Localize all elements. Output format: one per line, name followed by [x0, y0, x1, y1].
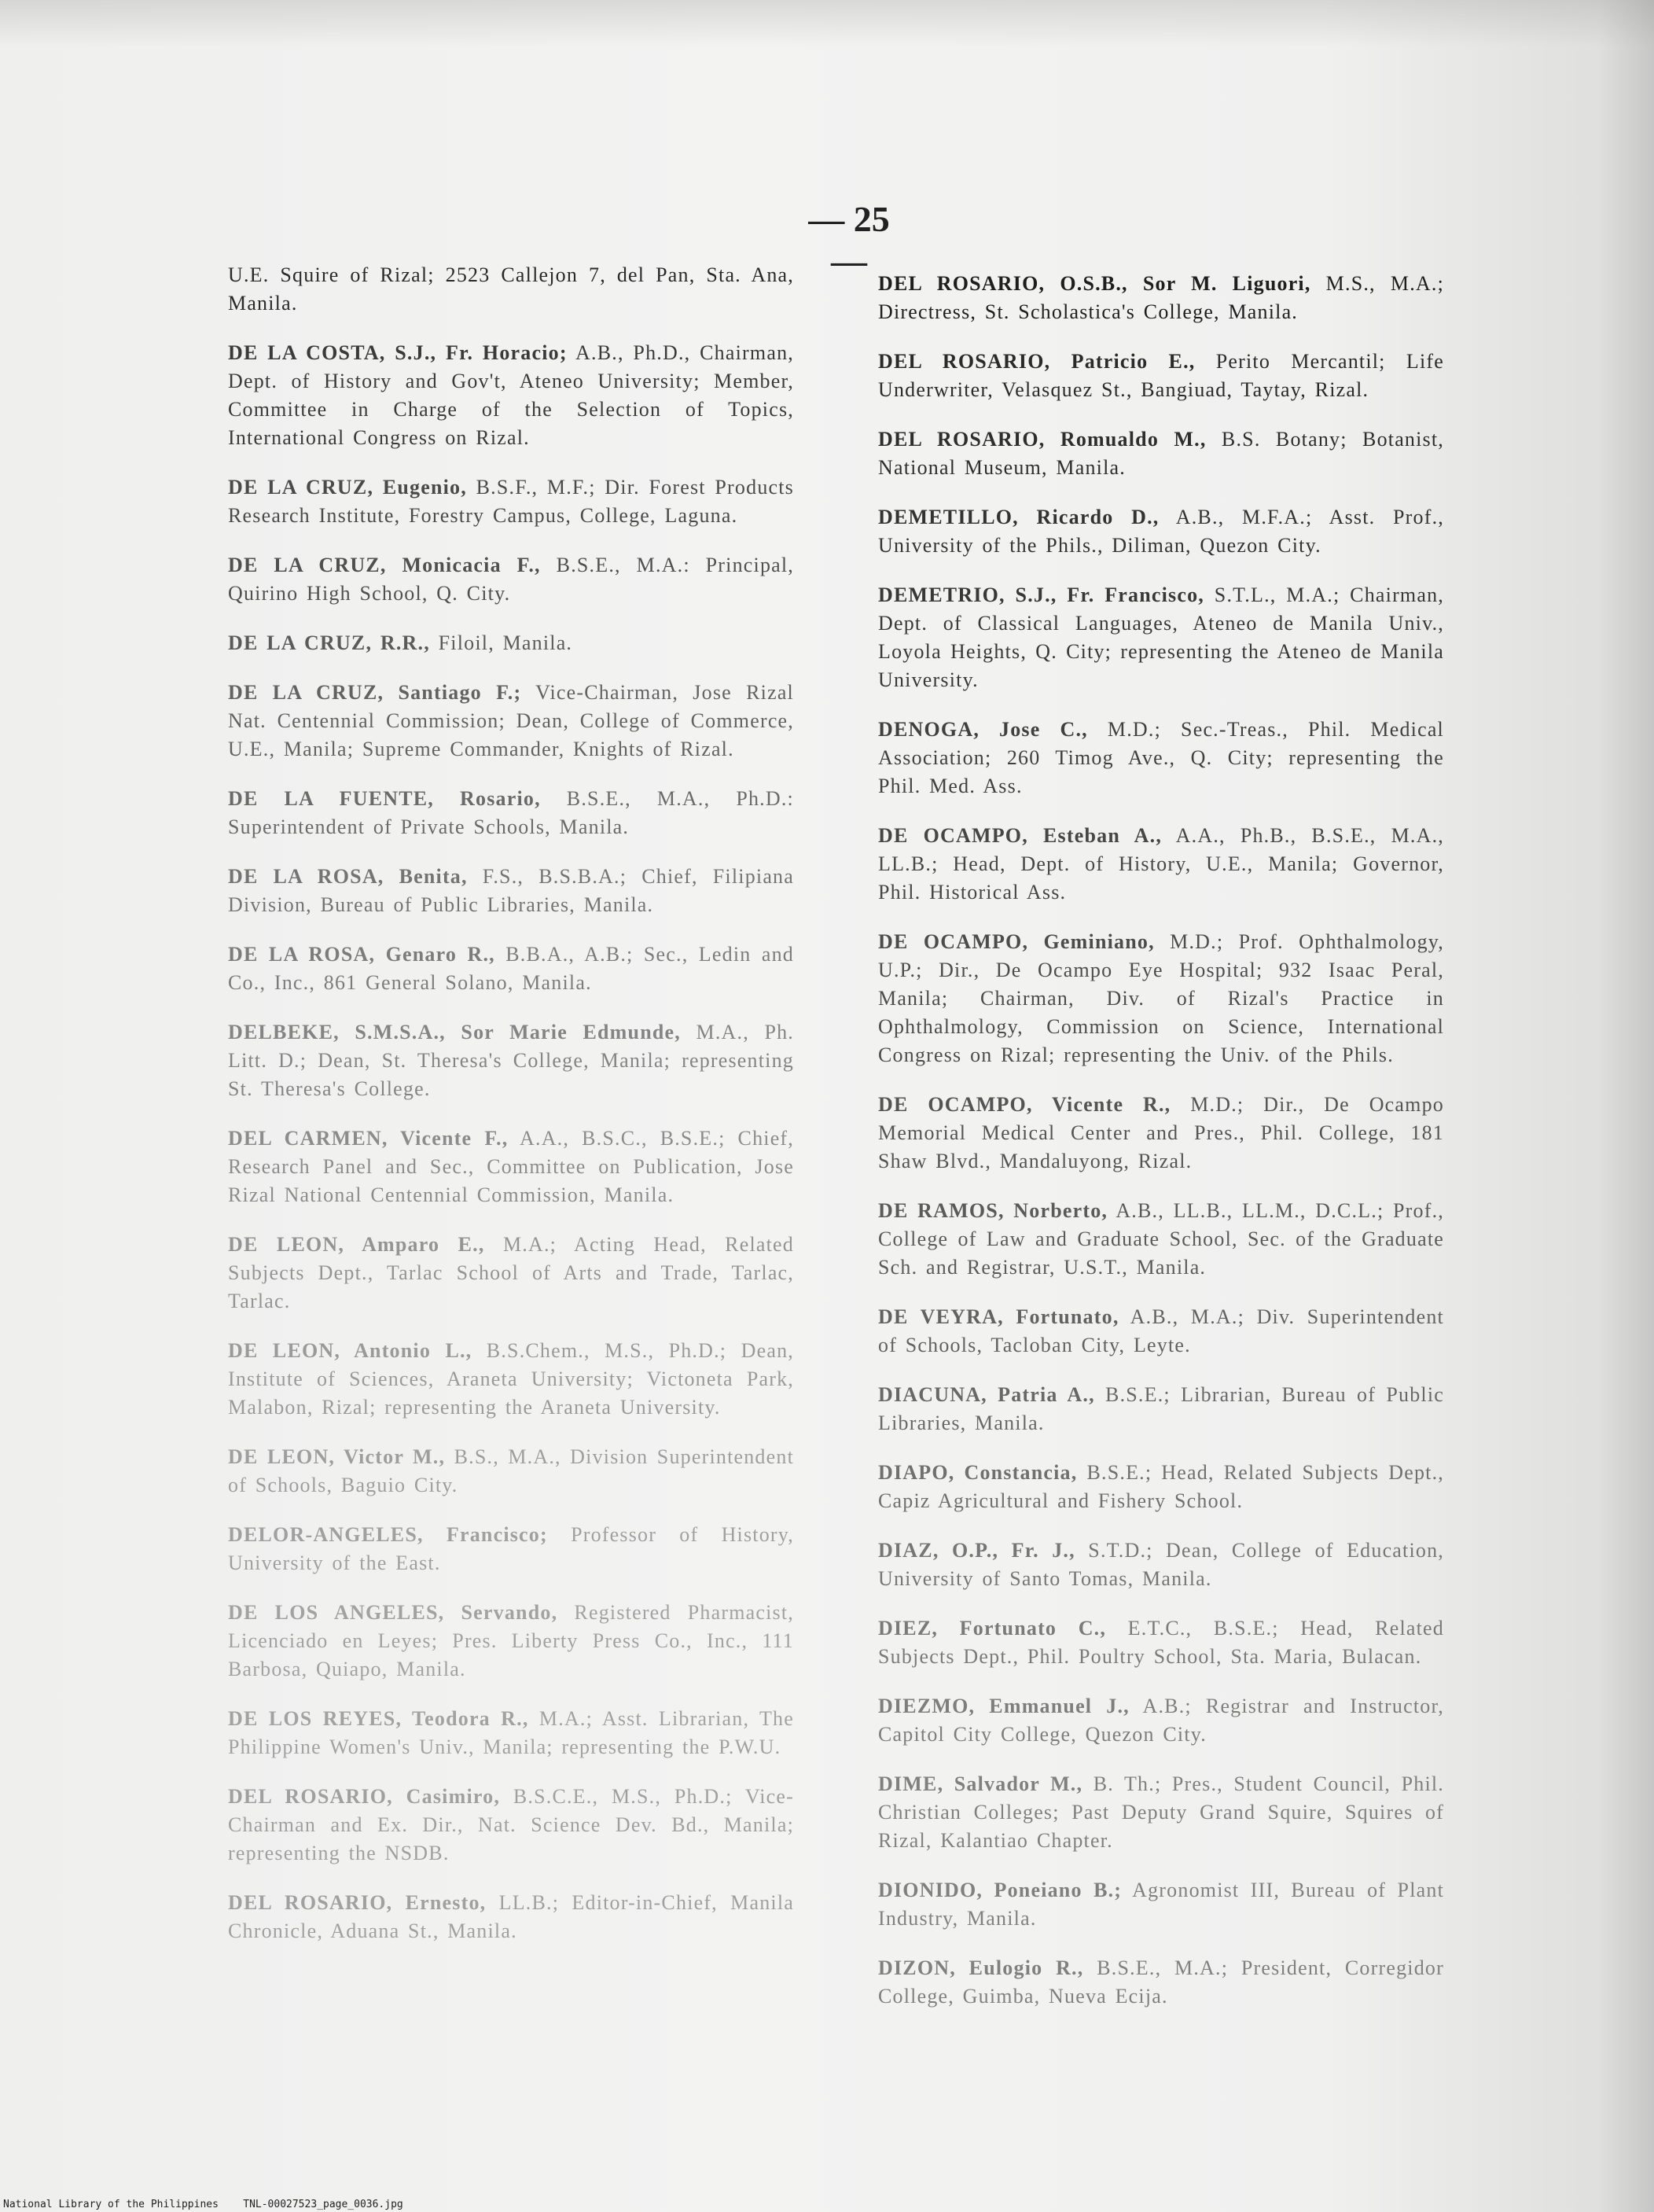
entry-name: DE LOS REYES, Teodora R.,: [228, 1707, 529, 1730]
entry-details: M.D.; Sec.-Treas., Phil. Medical Association; 260 Timog Ave., Q. City; representing the Phil. Med. Ass.: [878, 718, 1444, 797]
entry-name: DEMETILLO, Ricardo D.,: [878, 506, 1160, 528]
entry-details: B.S.Chem., M.S., Ph.D.; Dean, Institute of Sciences, Araneta University; Victoneta Park, Malabon, Rizal; representing the Araneta University.: [228, 1339, 794, 1419]
entry-details: M.A., Ph. Litt. D.; Dean, St. Theresa's College, Manila; representing St. Theresa's College.: [228, 1021, 795, 1100]
directory-entry: [228, 679, 794, 764]
directory-entry: [878, 1197, 1444, 1282]
entry-name: DEL ROSARIO, O.S.B., Sor M. Liguori,: [878, 272, 1311, 295]
entry-details: B.B.A., A.B.; Sec., Ledin and Co., Inc., 861 General Solano, Manila.: [228, 943, 795, 994]
directory-entry: [228, 785, 794, 841]
entry-name: DE LA ROSA, Genaro R.,: [228, 943, 495, 966]
directory-entry: [228, 1124, 794, 1209]
directory-entry: [878, 1459, 1444, 1515]
directory-entry: [878, 581, 1444, 694]
directory-entry: [228, 551, 794, 608]
directory-entry: [878, 716, 1444, 801]
entry-name: DE OCAMPO, Geminiano,: [878, 930, 1155, 953]
entry-name: DELBEKE, S.M.S.A., Sor Marie Edmunde,: [228, 1021, 681, 1043]
entry-details: B.S.C.E., M.S., Ph.D.; Vice-Chairman and Ex. Dir., Nat. Science Dev. Bd., Manila; representing the NSDB.: [228, 1785, 794, 1864]
entry-details: S.T.L., M.A.; Chairman, Dept. of Classical Languages, Ateneo de Manila Univ., Loyola Heights, Q. City; representing the Ateneo de Manila University.: [878, 583, 1444, 691]
entry-details: M.D.; Dir., De Ocampo Memorial Medical Center and Pres., Phil. College, 181 Shaw Blvd., Mandaluyong, Rizal.: [878, 1093, 1444, 1172]
left-column: [228, 261, 794, 1967]
directory-entry: [228, 261, 794, 318]
entry-details: A.B., M.A.; Div. Superintendent of Schools, Tacloban City, Leyte.: [878, 1305, 1444, 1356]
entry-details: B.S.E.; Head, Related Subjects Dept., Capiz Agricultural and Fishery School.: [878, 1461, 1444, 1512]
entry-details: B. Th.; Pres., Student Council, Phil. Christian Colleges; Past Deputy Grand Squire, Squires of Rizal, Kalantiao Chapter.: [878, 1772, 1444, 1852]
entry-name: DE LA CRUZ, Monicacia F.,: [228, 554, 541, 576]
entry-name: DIAZ, O.P., Fr. J.,: [878, 1539, 1075, 1562]
directory-entry: [878, 822, 1444, 907]
entry-name: DEL ROSARIO, Romualdo M.,: [878, 428, 1207, 451]
directory-entry: [228, 1231, 794, 1316]
entry-name: DE LA ROSA, Benita,: [228, 865, 468, 888]
entry-name: DE LEON, Amparo E.,: [228, 1233, 485, 1256]
directory-entry: [878, 348, 1444, 404]
entry-details: M.S., M.A.; Directress, St. Scholastica's College, Manila.: [878, 272, 1444, 323]
entry-details: U.E. Squire of Rizal; 2523 Callejon 7, del Pan, Sta. Ana, Manila.: [228, 263, 794, 315]
entry-name: DEL ROSARIO, Patricio E.,: [878, 350, 1196, 373]
entry-name: DENOGA, Jose C.,: [878, 718, 1088, 741]
entry-details: B.S.E., M.A., Ph.D.: Superintendent of Private Schools, Manila.: [228, 787, 794, 838]
archive-footer: National Library of the Philippines TNL-00027523_page_0036.jpg: [3, 2199, 403, 2210]
directory-entry: [878, 1614, 1444, 1671]
directory-entry: [228, 1599, 794, 1684]
entry-details: B.S. Botany; Botanist, National Museum, Manila.: [878, 428, 1444, 479]
directory-entry: [878, 1537, 1444, 1593]
directory-entry: [228, 473, 794, 530]
directory-entry: [228, 1889, 794, 1945]
entry-details: B.S., M.A., Division Superintendent of Schools, Baguio City.: [228, 1445, 794, 1496]
entry-name: DE LEON, Antonio L.,: [228, 1339, 472, 1362]
entry-details: Professor of History, University of the East.: [228, 1523, 794, 1574]
directory-entry: [878, 1692, 1444, 1749]
entry-name: DE LA FUENTE, Rosario,: [228, 787, 541, 810]
directory-entry: [228, 1521, 794, 1577]
directory-entry: [228, 1783, 794, 1868]
entry-details: F.S., B.S.B.A.; Chief, Filipiana Division, Bureau of Public Libraries, Manila.: [228, 865, 795, 916]
directory-entry: [228, 1705, 794, 1761]
entry-details: A.B., M.F.A.; Asst. Prof., University of the Phils., Diliman, Quezon City.: [878, 506, 1444, 557]
entry-details: A.A., B.S.C., B.S.E.; Chief, Research Panel and Sec., Committee on Publication, Jose Rizal National Centennial Commission, Manila.: [228, 1127, 794, 1206]
directory-entry: [228, 1018, 794, 1103]
entry-details: Filoil, Manila.: [429, 631, 573, 654]
entry-name: DE VEYRA, Fortunato,: [878, 1305, 1119, 1328]
page-number: — 25 —: [808, 199, 890, 281]
entry-name: DELOR-ANGELES, Francisco;: [228, 1523, 548, 1546]
entry-name: DIACUNA, Patria A.,: [878, 1383, 1095, 1406]
entry-name: DEL CARMEN, Vicente F.,: [228, 1127, 509, 1150]
directory-entry: [228, 940, 794, 997]
entry-details: M.A.; Acting Head, Related Subjects Dept., Tarlac School of Arts and Trade, Tarlac, Tarlac.: [228, 1233, 794, 1312]
entry-details: Perito Mercantil; Life Underwriter, Velasquez St., Bangiuad, Taytay, Rizal.: [878, 350, 1444, 401]
right-column: [878, 270, 1444, 2032]
entry-name: DIAPO, Constancia,: [878, 1461, 1078, 1484]
entry-name: DIEZMO, Emmanuel J.,: [878, 1695, 1130, 1717]
directory-entry: [878, 425, 1444, 482]
right-edge-shadow: [1599, 0, 1654, 2212]
entry-details: Agronomist III, Bureau of Plant Industry, Manila.: [878, 1879, 1444, 1930]
entry-details: Registered Pharmacist, Licenciado en Leyes; Pres. Liberty Press Co., Inc., 111 Barbosa, Quiapo, Manila.: [228, 1601, 794, 1680]
entry-details: B.S.E., M.A.: Principal, Quirino High School, Q. City.: [228, 554, 795, 605]
entry-name: DEL ROSARIO, Ernesto,: [228, 1891, 487, 1914]
entry-details: B.S.E., M.A.; President, Corregidor College, Guimba, Nueva Ecija.: [878, 1956, 1444, 2008]
entry-name: DE LA CRUZ, Santiago F.;: [228, 681, 522, 704]
entry-name: DE LA CRUZ, R.R.,: [228, 631, 430, 654]
top-shadow: [0, 0, 1654, 47]
entry-name: DE LOS ANGELES, Servando,: [228, 1601, 558, 1624]
entry-details: B.S.F., M.F.; Dir. Forest Products Research Institute, Forestry Campus, College, Laguna.: [228, 476, 794, 527]
directory-entry: [228, 339, 794, 452]
entry-details: M.D.; Prof. Ophthalmology, U.P.; Dir., De Ocampo Eye Hospital; 932 Isaac Peral, Manila; Chairman, Div. of Rizal's Practice in Ophthalmology, Commission on Science, International Congress on Rizal; representing the Univ. of the Phils.: [878, 930, 1444, 1066]
entry-name: DIZON, Eulogio R.,: [878, 1956, 1084, 1979]
directory-entry: [878, 1381, 1444, 1437]
directory-entry: [228, 1443, 794, 1500]
entry-details: A.A., Ph.B., B.S.E., M.A., LL.B.; Head, Dept. of History, U.E., Manila; Governor, Phil. Historical Ass.: [878, 824, 1444, 904]
directory-entry: [878, 1954, 1444, 2011]
directory-entry: [878, 1303, 1444, 1360]
entry-name: DIME, Salvador M.,: [878, 1772, 1083, 1795]
entry-name: DIONIDO, Poneiano B.;: [878, 1879, 1123, 1901]
entry-name: DE LA COSTA, S.J., Fr. Horacio;: [228, 341, 568, 364]
entry-details: A.B., Ph.D., Chairman, Dept. of History and Gov't, Ateneo University; Member, Committee in Charge of the Selection of Topics, International Congress on Rizal.: [228, 341, 794, 449]
directory-entry: [878, 1876, 1444, 1933]
entry-details: LL.B.; Editor-in-Chief, Manila Chronicle, Aduana St., Manila.: [228, 1891, 794, 1942]
entry-name: DEL ROSARIO, Casimiro,: [228, 1785, 501, 1808]
entry-details: B.S.E.; Librarian, Bureau of Public Libraries, Manila.: [878, 1383, 1444, 1434]
entry-details: Vice-Chairman, Jose Rizal Nat. Centennial Commission; Dean, College of Commerce, U.E., Manila; Supreme Commander, Knights of Rizal.: [228, 681, 794, 760]
entry-name: DE LEON, Victor M.,: [228, 1445, 446, 1468]
entry-details: A.B., LL.B., LL.M., D.C.L.; Prof., College of Law and Graduate School, Sec. of the Graduate Sch. and Registrar, U.S.T., Manila.: [878, 1199, 1445, 1279]
entry-details: M.A.; Asst. Librarian, The Philippine Women's Univ., Manila; representing the P.W.U.: [228, 1707, 794, 1758]
entry-name: DE LA CRUZ, Eugenio,: [228, 476, 467, 499]
entry-details: S.T.D.; Dean, College of Education, University of Santo Tomas, Manila.: [878, 1539, 1444, 1590]
directory-entry: [228, 629, 794, 657]
directory-entry: [878, 928, 1444, 1069]
entry-name: DEMETRIO, S.J., Fr. Francisco,: [878, 583, 1205, 606]
entry-name: DE RAMOS, Norberto,: [878, 1199, 1108, 1222]
directory-entry: [228, 863, 794, 919]
directory-entry: [878, 270, 1444, 326]
directory-entry: [878, 1770, 1444, 1855]
entry-name: DE OCAMPO, Vicente R.,: [878, 1093, 1171, 1116]
entry-name: DIEZ, Fortunato C.,: [878, 1617, 1107, 1640]
directory-entry: [878, 503, 1444, 560]
directory-entry: [228, 1337, 794, 1422]
entry-name: DE OCAMPO, Esteban A.,: [878, 824, 1163, 847]
entry-details: A.B.; Registrar and Instructor, Capitol City College, Quezon City.: [878, 1695, 1444, 1746]
entry-details: E.T.C., B.S.E.; Head, Related Subjects Dept., Phil. Poultry School, Sta. Maria, Bulacan.: [878, 1617, 1444, 1668]
directory-entry: [878, 1091, 1444, 1176]
